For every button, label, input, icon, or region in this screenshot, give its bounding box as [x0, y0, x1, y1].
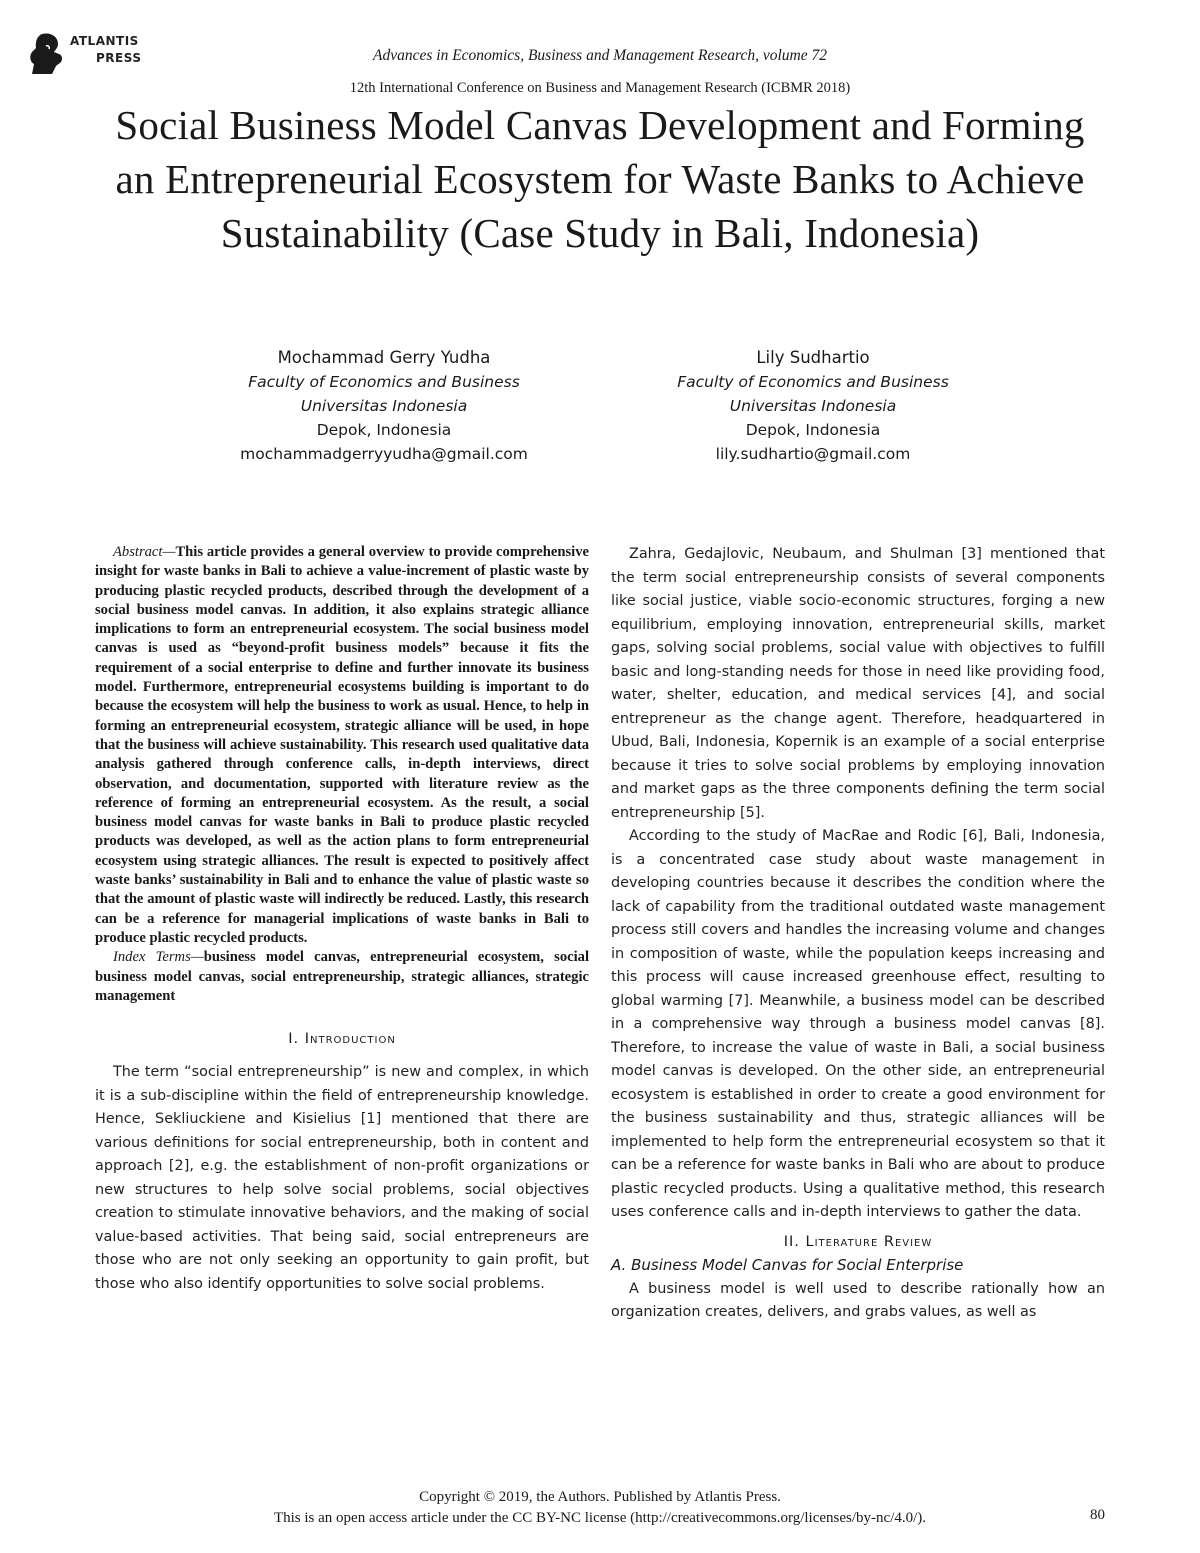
index-terms	[95, 948, 589, 1006]
subsection-heading: A. Business Model Canvas for Social Enterprise	[611, 1255, 964, 1274]
author-faculty: Faculty of Economics and Business	[248, 373, 520, 391]
author-block	[603, 346, 1023, 466]
logo-line-2: PRESS	[96, 51, 142, 65]
footer-license: This is an open access article under the CC BY-NC license (http://creativecommons.org/licenses/by-nc/4.0/).	[273, 1510, 927, 1526]
author-university: Universitas Indonesia	[729, 397, 897, 415]
author-name: Mochammad Gerry Yudha	[277, 348, 491, 367]
conference-header: 12th International Conference on Business and Management Research (ICBMR 2018)	[349, 80, 851, 96]
abstract	[95, 543, 589, 948]
section-heading-literature-review: II. Literature Review	[783, 1233, 933, 1250]
author-faculty: Faculty of Economics and Business	[677, 373, 949, 391]
index-terms-text: business model canvas, entrepreneurial ecosystem, social business model canvas, social entrepreneurship, strategic alliances, strategic management	[95, 949, 589, 1004]
author-email: mochammadgerryyudha@gmail.com	[240, 445, 528, 463]
abstract-text: This article provides a general overview to provide comprehensive insight for waste banks in Bali to achieve a value-increment of plastic waste by producing plastic recycled products, described through the development of a social business model canvas. In addition, it also explains strategic alliance implications to form an entrepreneurial ecosystem. The social business model canvas is used as “beyond-profit business models” because it fits the requirement of a social enterprise to define and further innovate its business model. Furthermore, entrepreneurial ecosystems building is important to do because the ecosystem will help the business to work as usual. Hence, to help in forming an entrepreneurial ecosystem, strategic alliance will be used, in hope that the business will achieve sustainability. This research used qualitative data analysis gathered through conference calls, in-depth interviews, direct observation, and documentation, supported with literature review as the reference of forming an entrepreneurial ecosystem. As the result, a social business model canvas for waste banks in Bali to produce plastic recycled products was developed, as well as the action plans to form entrepreneurial ecosystem using strategic alliances. The result is expected to positively affect waste banks’ sustainability in Bali and to enhance the value of plastic waste so that the amount of plastic waste will indirectly be reduced. Lastly, this research can be a reference for managerial implications of waste banks in Bali to produce plastic recycled products.	[95, 544, 589, 946]
author-location: Depok, Indonesia	[316, 421, 452, 439]
footer-copyright: Copyright © 2019, the Authors. Published by Atlantis Press.	[419, 1489, 781, 1505]
author-block	[174, 346, 594, 466]
paper-title: Social Business Model Canvas Development and Forming an Entrepreneurial Ecosystem for Waste Banks to Achieve Sustainability (Case Study in Bali, Indonesia)	[115, 102, 1085, 256]
body-paragraph: According to the study of MacRae and Rodic [6], Bali, Indonesia, is a concentrated case study about waste management in developing countries because it describes the condition where the lack of capability from the traditional outdated waste management process still covers and handles the increasing volume and changes in composition of waste, while the population keeps increasing and this process will cause increased greenhouse effect, resulting to global warming [7]. Meanwhile, a business model can be described in a comprehensive way through a business model canvas [8]. Therefore, to increase the value of waste in Bali, a social business model canvas is developed. On the other side, an entrepreneurial ecosystem is established in order to create a good environment for the business sustainability and thus, strategic alliances will be implemented to help form the entrepreneurial ecosystem so that it can be a reference for waste banks in Bali who are about to produce plastic recycled products. Using a qualitative method, this research uses conference calls and in-depth interviews to gather the data.	[611, 828, 1105, 1220]
introduction-paragraph: The term “social entrepreneurship” is new and complex, in which it is a sub-discipline within the field of entrepreneurship knowledge. Hence, Sekliuckiene and Kisielius [1] mentioned that there are various definitions for social entrepreneurship, both in content and approach [2], e.g. the establishment of non-profit organizations or new structures to help solve social problems, social objectives creation to stimulate innovative behaviors, and the making of social value-based activities. That being said, social entrepreneurs are those who are not only seeking an opportunity to gain profit, but those who also identify opportunities to solve social problems.	[95, 1064, 589, 1292]
author-university: Universitas Indonesia	[300, 397, 468, 415]
right-column	[611, 543, 1105, 1325]
page-number: 80	[1090, 1507, 1105, 1523]
author-email: lily.sudhartio@gmail.com	[715, 445, 911, 463]
index-terms-label: Index Terms—	[113, 949, 204, 966]
abstract-label: Abstract—	[113, 544, 176, 560]
body-paragraph: A business model is well used to describe rationally how an organization creates, delivers, and grabs values, as well as	[611, 1280, 1105, 1320]
body-paragraph: Zahra, Gedajlovic, Neubaum, and Shulman [3] mentioned that the term social entrepreneurship consists of several components like social justice, viable socio-economic structures, forging a new equilibrium, employing innovation, entrepreneurial skills, market gaps, solving social problems, social value with objectives to fulfill basic and long-standing needs for those in need like providing food, water, shelter, education, and medical services [4], and social entrepreneur as the change agent. Therefore, headquartered in Ubud, Bali, Indonesia, Kopernik is an example of a social enterprise because it tries to solve social problems by employing innovation and market gaps as the three components defining the term social entrepreneurship [5].	[611, 546, 1105, 821]
logo-line-1: ATLANTIS	[70, 34, 139, 48]
journal-header: Advances in Economics, Business and Management Research, volume 72	[373, 47, 827, 64]
section-heading-introduction: I. Introduction	[288, 1031, 396, 1048]
left-column	[95, 543, 589, 1296]
author-name: Lily Sudhartio	[756, 348, 870, 367]
author-location: Depok, Indonesia	[745, 421, 881, 439]
